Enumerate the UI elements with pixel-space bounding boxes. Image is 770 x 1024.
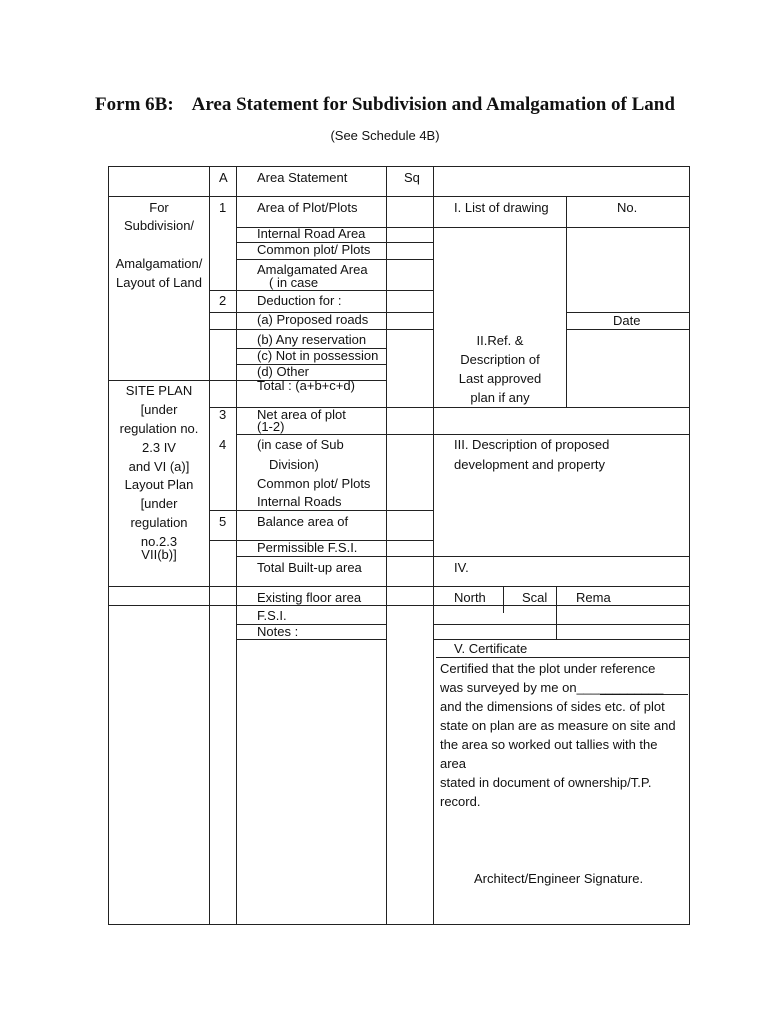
not-in-possession-label: (c) Not in possession: [257, 348, 379, 363]
certificate-line-4: state on plan are as measure on site and: [440, 718, 676, 733]
drawing-date-label: Date: [613, 313, 641, 328]
stmt-line-3: [236, 259, 434, 260]
row-line-1: [108, 196, 690, 197]
stmt-line-15: [236, 586, 434, 587]
reference-line-2: Description of: [460, 352, 540, 367]
for-line-1: For: [149, 200, 169, 215]
other-label: (d) Other: [257, 364, 310, 379]
total-label: Total : (a+b+c+d): [257, 378, 355, 393]
left-divider-4: [108, 586, 237, 587]
site-plan-line-3: regulation no.: [119, 421, 199, 436]
signature-label: Architect/Engineer Signature.: [474, 871, 644, 886]
site-plan-line-7: [under: [140, 496, 178, 511]
list-of-drawing-label: I. List of drawing: [454, 200, 549, 215]
right-line-5: [433, 434, 690, 435]
right-line-6: [433, 556, 690, 557]
code-4: 4: [219, 437, 227, 452]
stmt-line-12: [209, 510, 434, 511]
balance-area-label: Balance area of: [257, 514, 349, 529]
site-plan-line-4: 2.3 IV: [142, 440, 176, 455]
existing-floor-area-label: Existing floor area: [257, 590, 362, 605]
fsi-label: F.S.I.: [257, 608, 287, 623]
notes-label: Notes :: [257, 624, 299, 639]
total-builtup-label: Total Built-up area: [257, 560, 362, 575]
certificate-line-5: the area so worked out tallies with the: [440, 737, 658, 752]
certificate-line-1: Certified that the plot under reference: [440, 661, 656, 676]
right-line-11: [436, 657, 690, 658]
north-label: North: [454, 590, 486, 605]
col-line-label: [209, 166, 210, 925]
table-bottom-border: [108, 924, 690, 925]
division-label: Division): [269, 457, 319, 472]
right-line-4: [433, 407, 690, 408]
col-line-north: [503, 586, 504, 613]
remarks-label: Rema: [576, 590, 611, 605]
code-2: 2: [219, 293, 227, 308]
col-line-scale: [556, 586, 557, 640]
amalgamated-in-case-label: ( in case: [269, 275, 319, 290]
common-plot-label: Common plot/ Plots: [257, 242, 371, 257]
net-area-label: Net area of plot: [257, 407, 346, 422]
any-reservation-label: (b) Any reservation: [257, 332, 367, 347]
for-line-3: Amalgamation/: [115, 256, 203, 271]
reference-line-1: II.Ref. &: [476, 333, 524, 348]
site-plan-line-2: [under: [140, 402, 178, 417]
for-line-4: Layout of Land: [115, 275, 203, 290]
description-line-1: III. Description of proposed: [454, 437, 610, 452]
right-line-10: [433, 639, 690, 640]
description-line-2: development and property: [454, 457, 606, 472]
col-line-statement: [386, 166, 387, 925]
right-line-7: [433, 586, 690, 587]
site-plan-line-6: Layout Plan: [124, 477, 194, 492]
amalgamated-area-label: Amalgamated Area: [257, 262, 368, 277]
site-plan-line-8: regulation: [130, 515, 188, 530]
internal-roads-label: Internal Roads: [257, 494, 342, 509]
internal-road-area-label: Internal Road Area: [257, 226, 366, 241]
section-iv-label: IV.: [454, 560, 469, 575]
site-plan-line-1: SITE PLAN: [125, 383, 193, 398]
stmt-line-4: [209, 290, 434, 291]
code-3: 3: [219, 407, 227, 422]
net-area-formula-label: (1-2): [257, 419, 285, 434]
scale-label: Scal: [522, 590, 548, 605]
right-line-9: [433, 624, 690, 625]
stmt-line-14: [236, 556, 434, 557]
left-divider-2: [108, 380, 237, 381]
certificate-title: V. Certificate: [454, 641, 528, 656]
certificate-line-3: and the dimensions of sides etc. of plot: [440, 699, 665, 714]
certificate-line-6: area: [440, 756, 467, 771]
area-of-plot-label: Area of Plot/Plots: [257, 200, 358, 215]
drawing-no-label: No.: [617, 200, 638, 215]
right-line-1: [433, 227, 690, 228]
right-line-3: [566, 329, 690, 330]
code-5: 5: [219, 514, 227, 529]
code-a: A: [219, 170, 228, 185]
form-subtitle: (See Schedule 4B): [330, 128, 440, 143]
unit-header: Sq: [404, 170, 420, 185]
area-statement-header: Area Statement: [257, 170, 348, 185]
certificate-line-7: stated in document of ownership/T.P.: [440, 775, 652, 790]
col-line-value: [433, 166, 434, 925]
reference-line-4: plan if any: [470, 390, 530, 405]
stmt-line-6: [209, 329, 434, 330]
site-plan-line-9: no.2.3: [140, 534, 178, 549]
permissible-fsi-label: Permissible F.S.I.: [257, 540, 358, 555]
for-line-2: Subdivision/: [123, 218, 195, 233]
form-title: Form 6B: Area Statement for Subdivision and Amalgamation of Land: [95, 94, 675, 115]
certificate-line-2: was surveyed by me on____________: [440, 680, 664, 695]
proposed-roads-label: (a) Proposed roads: [257, 312, 369, 327]
table-right-border: [689, 166, 690, 925]
site-plan-line-10: VII(b)]: [141, 547, 177, 562]
certificate-line-8: record.: [440, 794, 481, 809]
table-top-border: [108, 166, 690, 167]
deduction-label: Deduction for :: [257, 293, 342, 308]
reference-line-3: Last approved: [458, 371, 542, 386]
site-plan-line-5: and VI (a)]: [128, 459, 190, 474]
col-line-code: [236, 166, 237, 925]
code-1: 1: [219, 200, 227, 215]
in-case-of-sub-label: (in case of Sub: [257, 437, 344, 452]
common-plot-2-label: Common plot/ Plots: [257, 476, 371, 491]
